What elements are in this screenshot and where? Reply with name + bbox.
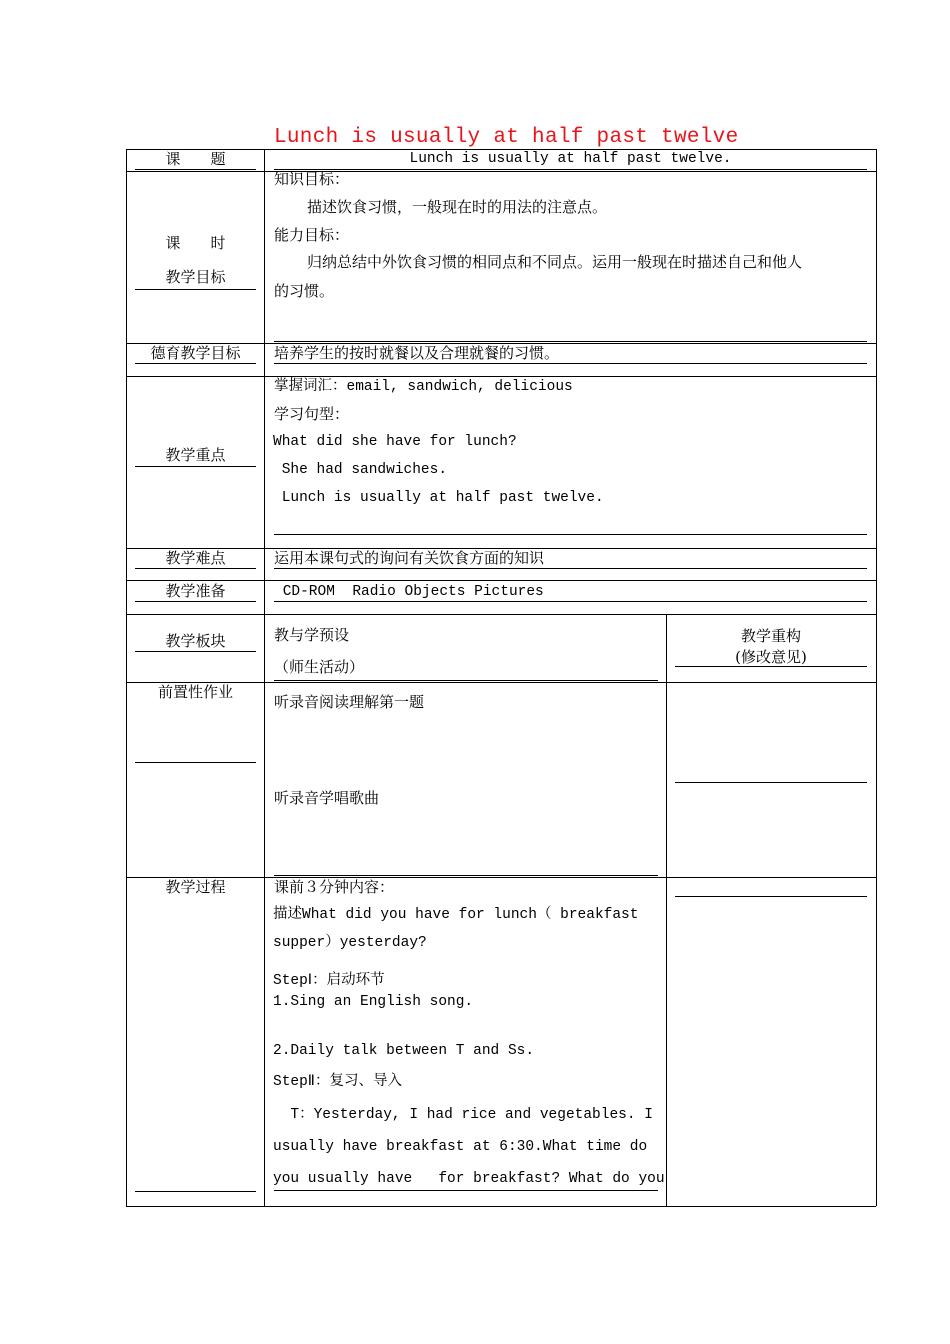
value-underline	[274, 875, 658, 876]
table-divider-label	[264, 149, 265, 1206]
value-underline	[274, 1190, 658, 1191]
label-underline	[135, 363, 256, 364]
activities-subheading: （师生活动）	[274, 658, 365, 676]
table-divider-revision	[666, 614, 667, 1206]
label-underline	[135, 651, 256, 652]
difficulty-value: 运用本课句式的询问有关饮食方面的知识	[274, 549, 545, 567]
knowledge-objectives-heading: 知识目标：	[274, 170, 350, 188]
value-underline	[274, 169, 867, 170]
process-line: you usually have for breakfast? What do you	[273, 1171, 665, 1187]
label-underline	[135, 169, 256, 170]
key-points-line: 学习句型：	[274, 405, 350, 423]
teaching-objectives-label: 教学目标	[165, 268, 226, 286]
document-title: Lunch is usually at half past twelve	[274, 126, 739, 149]
table-rule	[126, 580, 876, 581]
label-underline	[135, 568, 256, 569]
table-rule	[126, 1206, 876, 1207]
table-rule	[126, 171, 876, 172]
preparation-label: 教学准备	[165, 582, 226, 600]
process-step-heading: StepⅠ：启动环节	[273, 973, 385, 989]
table-border-left	[126, 149, 127, 1206]
preparation-value: CD-ROM Radio Objects Pictures	[274, 584, 544, 600]
label-underline	[135, 1191, 256, 1192]
table-border-right	[876, 149, 877, 1206]
table-rule	[126, 376, 876, 377]
process-line: 描述What did you have for lunch（ breakfast	[273, 907, 639, 923]
key-points-line: She had sandwiches.	[273, 462, 448, 478]
value-underline	[675, 782, 867, 783]
ability-objectives-text: 归纳总结中外饮食习惯的相同点和不同点。运用一般现在时描述自己和他人	[307, 253, 803, 271]
process-step-heading: StepⅡ：复习、导入	[273, 1074, 402, 1090]
ability-objectives-text-cont: 的习惯。	[274, 282, 335, 300]
moral-objectives-value: 培养学生的按时就餐以及合理就餐的习惯。	[274, 344, 560, 362]
homework-item: 听录音阅读理解第一题	[274, 693, 425, 711]
moral-objectives-label: 德育教学目标	[150, 344, 241, 362]
topic-value: Lunch is usually at half past twelve.	[409, 151, 732, 167]
activities-heading: 教与学预设	[274, 626, 350, 644]
topic-label: 课 题	[165, 150, 226, 168]
process-line: 1.Sing an English song.	[273, 994, 474, 1010]
key-points-line: 掌握词汇：email, sandwich, delicious	[274, 379, 573, 395]
value-underline	[274, 363, 867, 364]
section-label: 教学板块	[165, 632, 226, 650]
value-underline	[675, 896, 867, 897]
process-line: 课前３分钟内容：	[274, 878, 395, 896]
homework-label: 前置性作业	[157, 683, 233, 701]
process-line: 2.Daily talk between T and Ss.	[273, 1043, 535, 1059]
table-rule	[126, 614, 876, 615]
revision-subheading: (修改意见)	[735, 648, 807, 666]
process-line: T：Yesterday, I had rice and vegetables. I	[273, 1107, 653, 1123]
revision-heading: 教学重构	[740, 627, 801, 645]
process-line: usually have breakfast at 6:30.What time do	[273, 1139, 648, 1155]
value-underline	[274, 680, 658, 681]
process-line: supper）yesterday?	[273, 935, 427, 951]
difficulty-label: 教学难点	[165, 549, 226, 567]
key-points-label: 教学重点	[165, 446, 226, 464]
value-underline	[274, 601, 867, 602]
lesson-hours-label: 课 时	[165, 234, 226, 252]
label-underline	[135, 466, 256, 467]
ability-objectives-heading: 能力目标：	[274, 226, 350, 244]
label-underline	[135, 762, 256, 763]
value-underline	[675, 666, 867, 667]
homework-item: 听录音学唱歌曲	[274, 789, 380, 807]
value-underline	[274, 341, 867, 342]
key-points-line: What did she have for lunch?	[273, 434, 517, 450]
process-label: 教学过程	[165, 878, 226, 896]
value-underline	[274, 534, 867, 535]
label-underline	[135, 601, 256, 602]
key-points-line: Lunch is usually at half past twelve.	[273, 490, 604, 506]
value-underline	[274, 568, 867, 569]
label-underline	[135, 289, 256, 290]
knowledge-objectives-text: 描述饮食习惯，一般现在时的用法的注意点。	[307, 198, 608, 216]
